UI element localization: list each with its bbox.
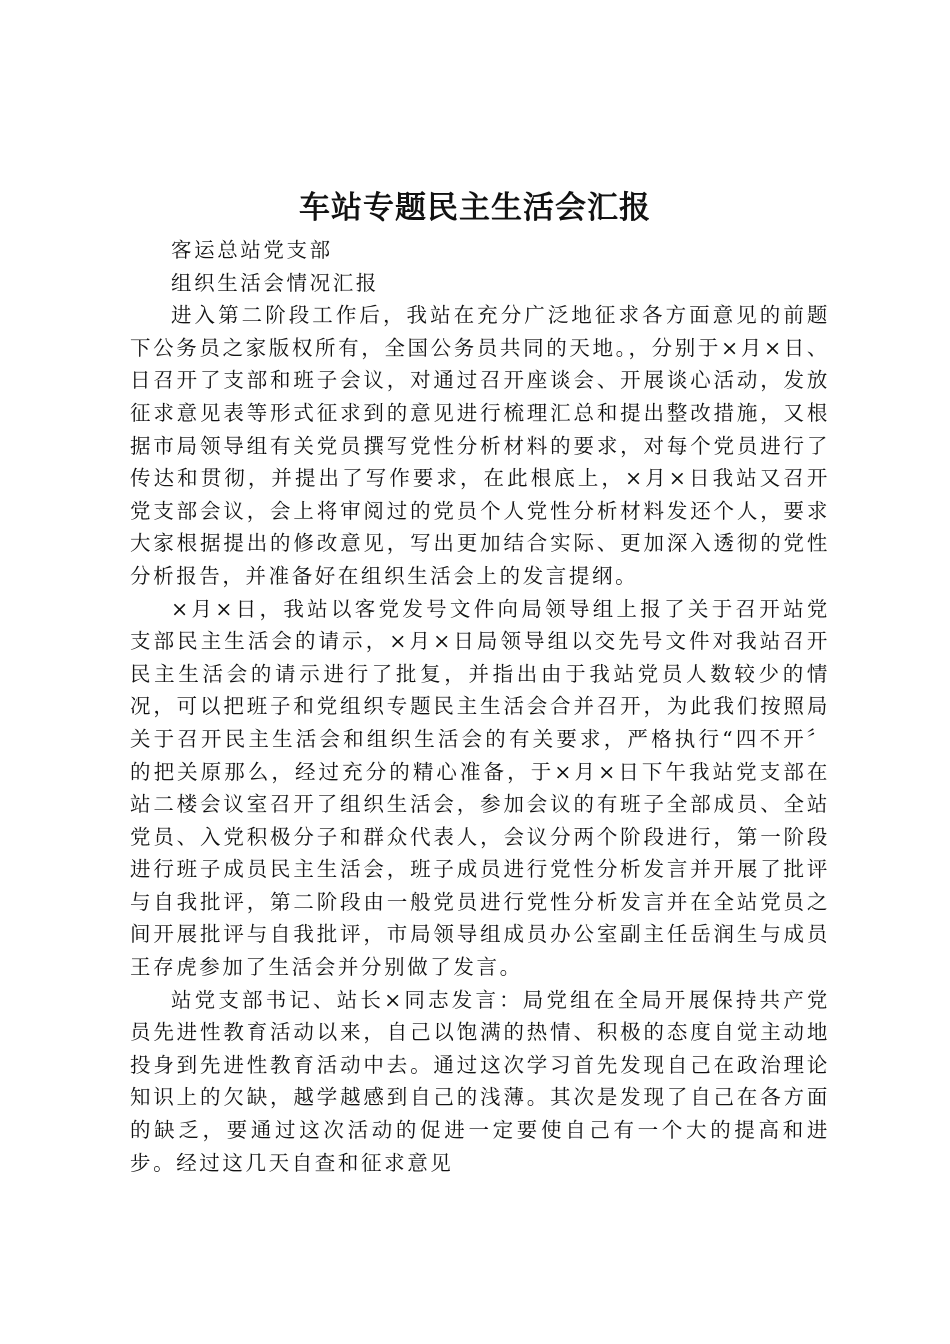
- body-paragraph: 进入第二阶段工作后，我站在充分广泛地征求各方面意见的前题下公务员之家版权所有，全国公务员共同的天地。，分别于×月×日、日召开了支部和班子会议，对通过召开座谈会、开展谈心活动，发放征求意见表等形式征求到的意见进行梳理汇总和提出整改措施，又根据市局领导组有关党员撰写党性分析材料的要求，对每个党员进行了传达和贯彻，并提出了写作要求，在此根底上，×月×日我站又召开党支部会议，会上将审阅过的党员个人党性分析材料发还个人，要求大家根据提出的修改意见，写出更加结合实际、更加深入透彻的党性分析报告，并准备好在组织生活会上的发言提纲。: [130, 303, 830, 588]
- organization-line: 客运总站党支部: [171, 238, 333, 262]
- body-paragraph: 站党支部书记、站长×同志发言：局党组在全局开展保持共产党员先进性教育活动以来，自己以饱满的热情、积极的态度自觉主动地投身到先进性教育活动中去。通过这次学习首先发现自己在政治理论知识上的欠缺，越学越感到自己的浅薄。其次是发现了自己在各方面的缺乏，要通过这次活动的促进一定要使自己有一个大的提高和进步。经过这几天自查和征求意见: [130, 987, 830, 1175]
- document-body: [130, 234, 830, 1179]
- document-title: 车站专题民主生活会汇报: [299, 190, 651, 226]
- subtitle-line: 组织生活会情况汇报: [171, 270, 379, 295]
- body-paragraph: ×月×日，我站以客党发号文件向局领导组上报了关于召开站党支部民主生活会的请示，×月×日局领导组以交先号文件对我站召开民主生活会的请示进行了批复，并指出由于我站党员人数较少的情况，可以把班子和党组织专题民主生活会合并召开，为此我们按照局关于召开民主生活会和组织生活会的有关要求，严格执行“四不开〞的把关原那么，经过充分的精心准备，于×月×日下午我站党支部在站二楼会议室召开了组织生活会，参加会议的有班子全部成员、全站党员、入党积极分子和群众代表人，会议分两个阶段进行，第一阶段进行班子成员民主生活会，班子成员进行党性分析发言并开展了批评与自我批评，第二阶段由一般党员进行党性分析发言并在全站党员之间开展批评与自我批评，市局领导组成员办公室副主任岳润生与成员王存虎参加了生活会并分别做了发言。: [130, 596, 830, 980]
